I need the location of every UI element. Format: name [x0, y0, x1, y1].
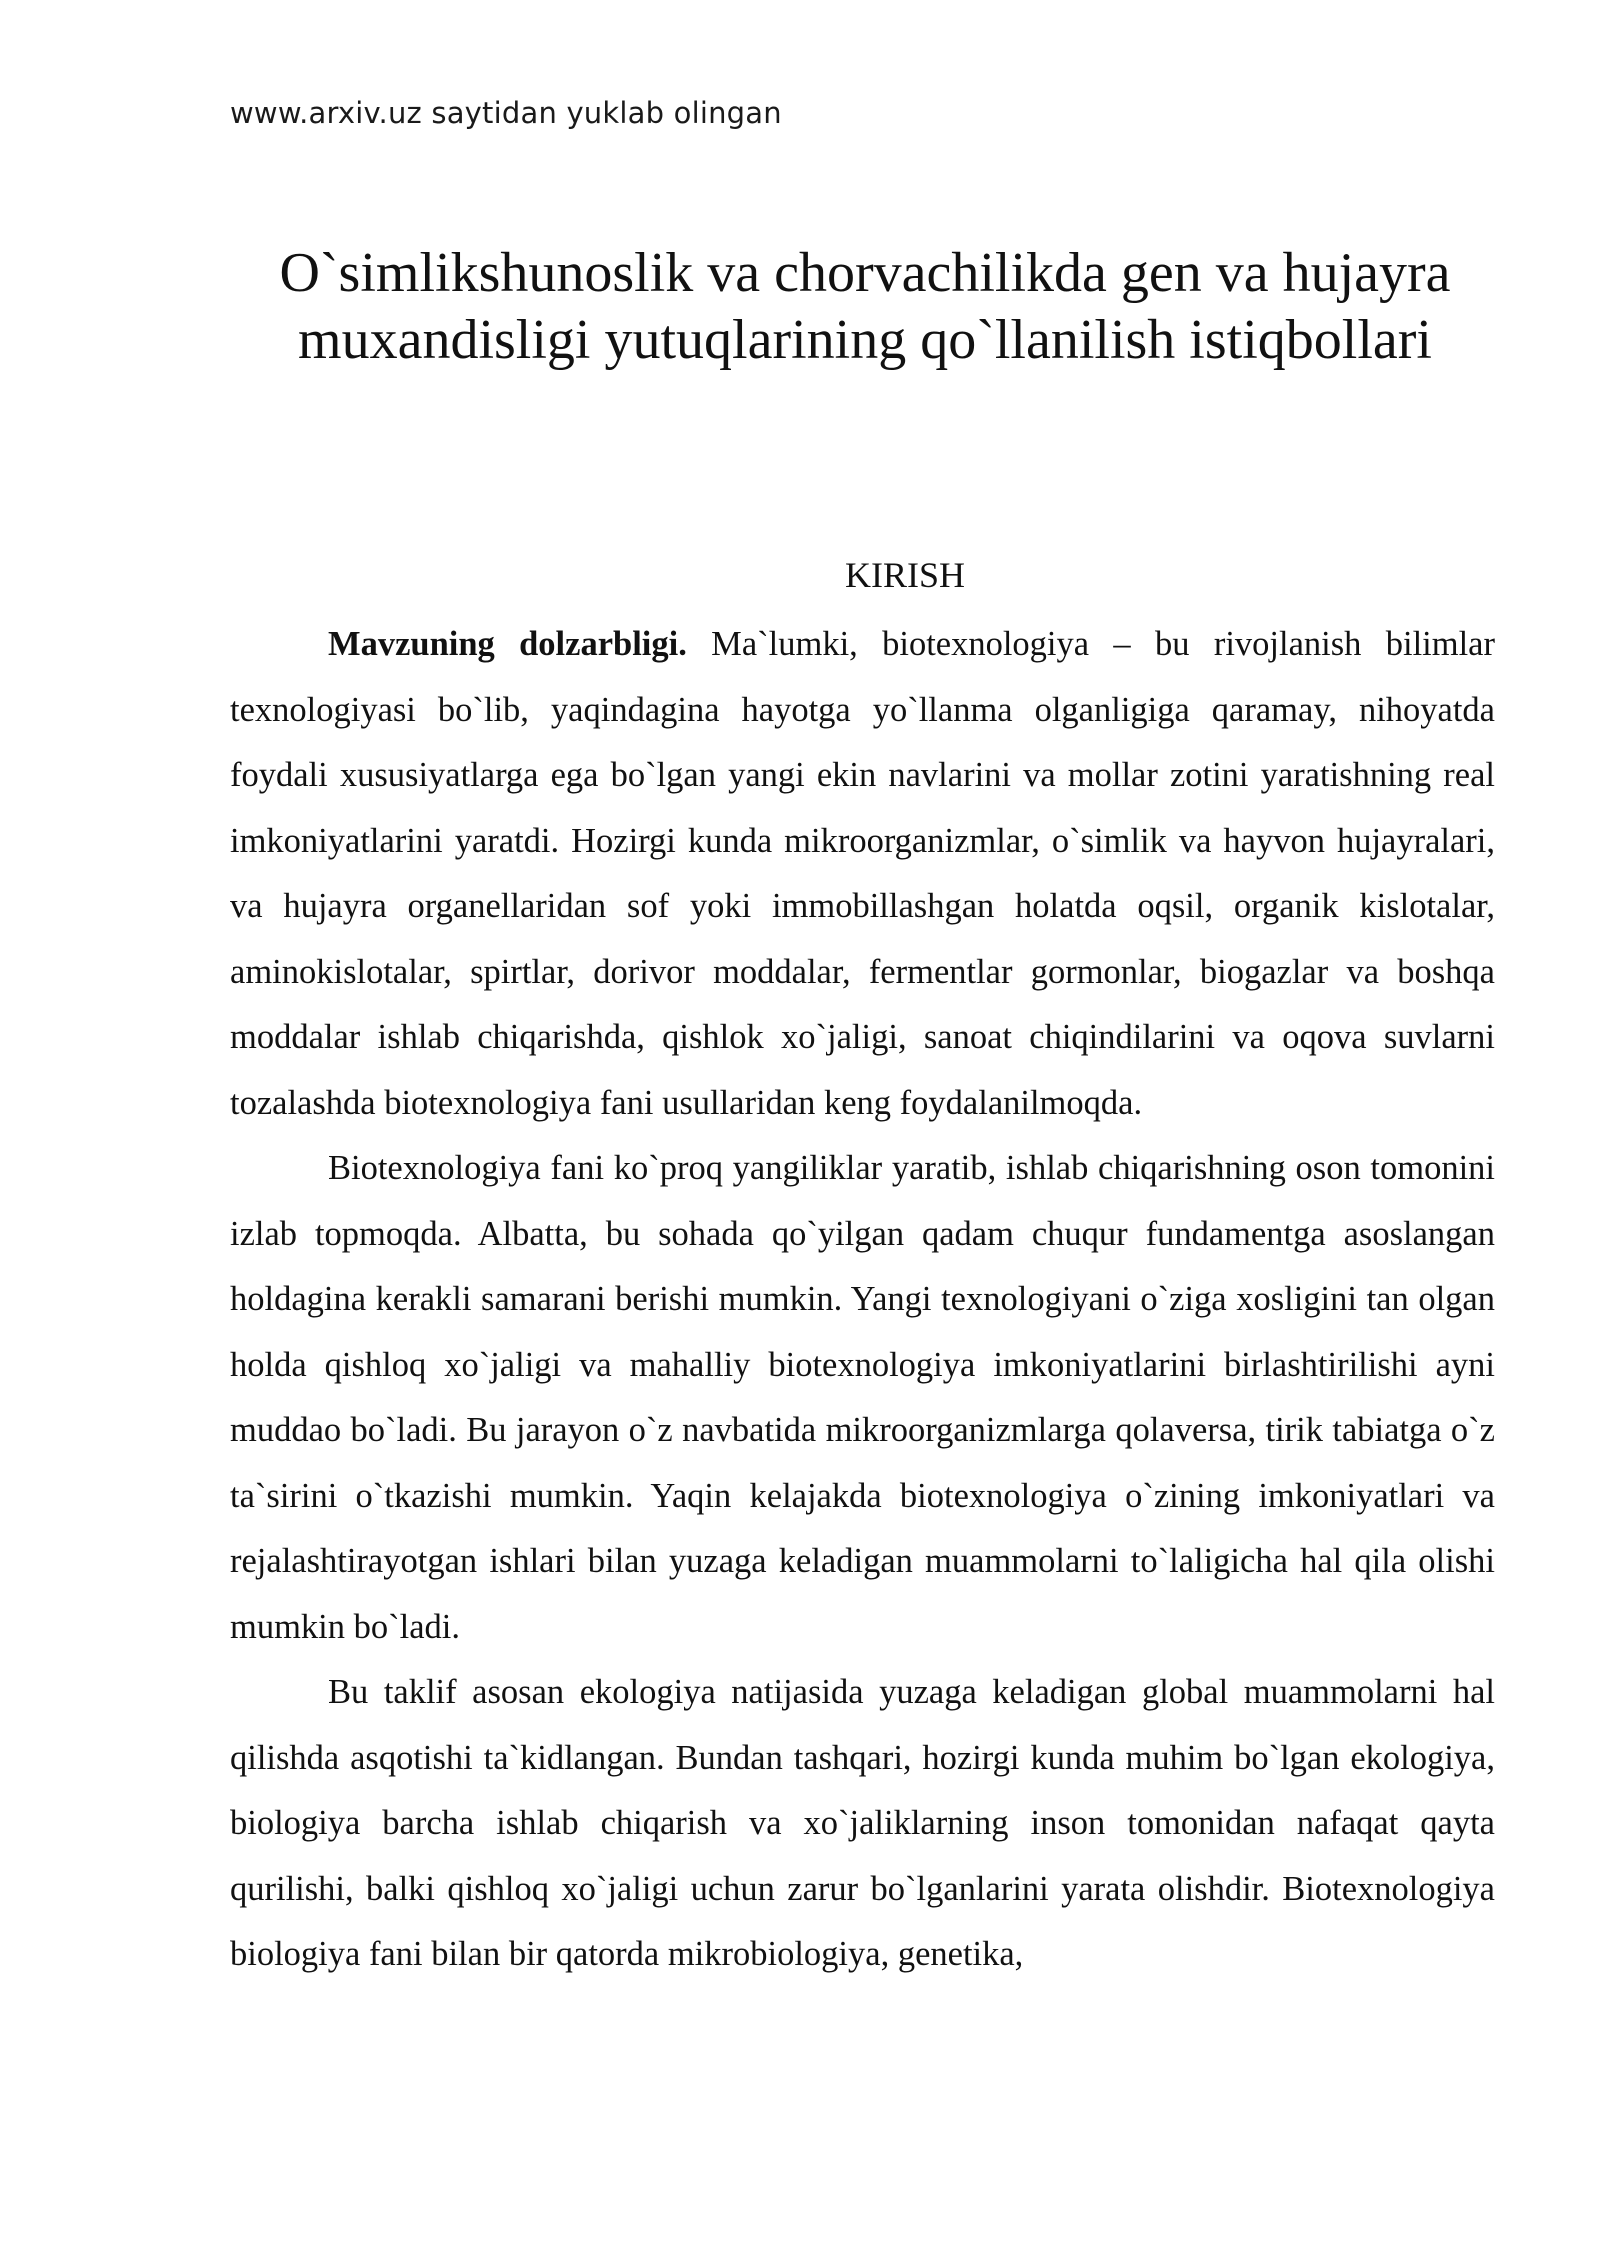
- paragraph-lead: Mavzuning dolzarbligi.: [328, 625, 687, 663]
- paragraph-3: [230, 1660, 1495, 1988]
- document-title: O`simlikshunoslik va chorvachilikda gen va hujayra muxandisligi yutuqlarining qo`llanilish istiqbollari: [279, 242, 1451, 371]
- paragraph-text: Biotexnologiya fani ko`proq yangiliklar yaratib, ishlab chiqarishning oson tomonini izlab topmoqda. Albatta, bu sohada qo`yilgan qadam chuqur fundamentga asoslangan holdagina kerakli samarani berishi mumkin. Yangi texnologiyani o`ziga xosligini tan olgan holda qishloq xo`jaligi va mahalliy biotexnologiya imkoniyatlarini birlashtirilishi ayni muddao bo`ladi. Bu jarayon o`z navbatida mikroorganizmlarga qolaversa, tirik tabiatga o`z ta`sirini o`tkazishi mumkin. Yaqin kelajakda biotexnologiya o`zining imkoniyatlari va rejalashtirayotgan ishlari bilan yuzaga keladigan muammolarni to`laligicha hal qila olishi mumkin bo`ladi.: [230, 1149, 1495, 1646]
- source-header: www.arxiv.uz saytidan yuklab olingan: [230, 96, 782, 130]
- paragraph-1: [230, 612, 1495, 1136]
- body-text: [230, 612, 1495, 1988]
- paragraph-text: Bu taklif asosan ekologiya natijasida yuzaga keladigan global muammolarni hal qilishda asqotishi ta`kidlangan. Bundan tashqari, hozirgi kunda muhim bo`lgan ekologiya, biologiya barcha ishlab chiqarish va xo`jaliklarning inson tomonidan nafaqat qayta qurilishi, balki qishloq xo`jaligi uchun zarur bo`lganlarini yarata olishdir. Biotexnologiya biologiya fani bilan bir qatorda mikrobiologiya, genetika,: [230, 1673, 1495, 1973]
- paragraph-text: Ma`lumki, biotexnologiya – bu rivojlanish bilimlar texnologiyasi bo`lib, yaqindagina hayotga yo`llanma olganligiga qaramay, nihoyatda foydali xususiyatlarga ega bo`lgan yangi ekin navlarini va mollar zotini yaratishning real imkoniyatlarini yaratdi. Hozirgi kunda mikroorganizmlar, o`simlik va hayvon hujayralari, va hujayra organellaridan sof yoki immobillashgan holatda oqsil, organik kislotalar, aminokislotalar, spirtlar, dorivor moddalar, fermentlar gormonlar, biogazlar va boshqa moddalar ishlab chiqarishda, qishlok xo`jaligi, sanoat chiqindilarini va oqova suvlarni tozalashda biotexnologiya fani usullaridan keng foydalanilmoqda.: [230, 625, 1495, 1122]
- section-heading: KIRISH: [844, 555, 965, 595]
- paragraph-2: [230, 1136, 1495, 1660]
